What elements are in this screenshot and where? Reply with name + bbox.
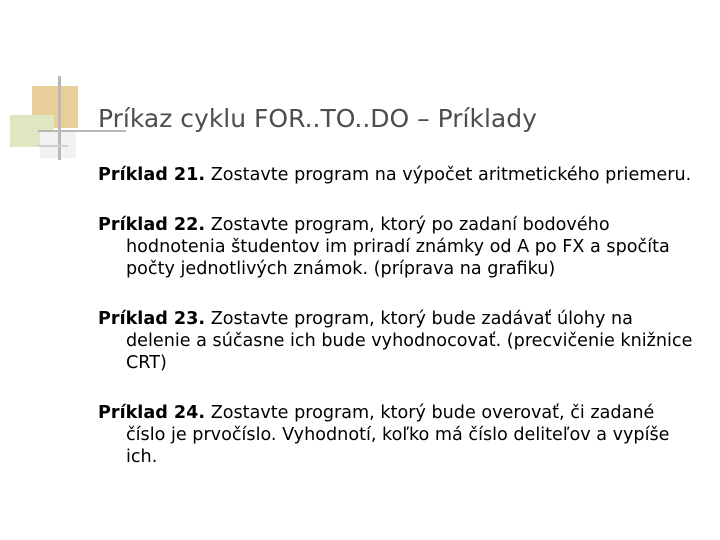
example-label: Príklad 22. bbox=[98, 215, 206, 235]
decor-vertical-line bbox=[58, 76, 61, 160]
example-label: Príklad 23. bbox=[98, 309, 206, 329]
example-23 bbox=[98, 308, 698, 374]
example-24 bbox=[98, 402, 698, 468]
decor-horizontal-line-short bbox=[38, 145, 68, 147]
example-text: Zostavte program, ktorý po zadaní bodového hodnotenia študentov im priradí známky od A po FX a spočíta počty jednotlivých známok. (príprava na grafiku) bbox=[126, 215, 670, 279]
example-22 bbox=[98, 214, 698, 280]
example-text: Zostavte program na výpočet aritmetického priemeru. bbox=[210, 165, 692, 185]
example-text: Zostavte program, ktorý bude overovať, či zadané číslo je prvočíslo. Vyhodnotí, koľko má číslo deliteľov a vypíše ich. bbox=[126, 403, 670, 467]
example-21 bbox=[98, 164, 698, 186]
examples-list bbox=[98, 164, 698, 496]
example-text: Zostavte program, ktorý bude zadávať úlohy na delenie a súčasne ich bude vyhodnocovať. (precvičenie knižnice CRT) bbox=[126, 309, 693, 373]
example-label: Príklad 21. bbox=[98, 165, 206, 185]
example-label: Príklad 24. bbox=[98, 403, 206, 423]
slide-title: Príkaz cyklu FOR..TO..DO – Príklady bbox=[98, 104, 537, 133]
